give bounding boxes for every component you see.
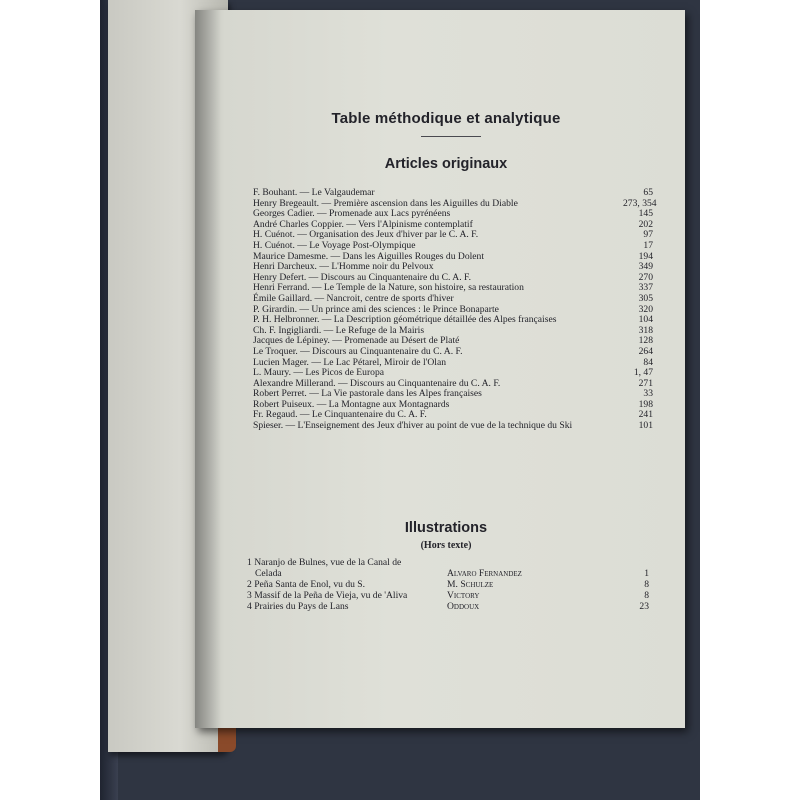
toc-title: Table méthodique et analytique (331, 110, 561, 127)
article-page: 198 (638, 398, 653, 410)
article-page: 17 (643, 239, 653, 251)
illustrations-heading: Illustrations (404, 520, 488, 536)
article-page: 145 (638, 208, 653, 220)
article-text: Spieser. — L'Enseignement des Jeux d'hiver au point de vue de la technique du Ski (253, 420, 573, 432)
article-page: 202 (638, 218, 653, 230)
illustration-caption: 3 Massif de la Peña de Vieja, vu de 'Aliva (247, 590, 408, 601)
article-page: 337 (638, 282, 653, 294)
article-page: 97 (643, 229, 653, 241)
illustration-entry (247, 602, 657, 613)
article-text: Henry Bregeault. — Première ascension dans les Aiguilles du Diable (253, 197, 518, 209)
illustration-caption: 2 Peña Santa de Enol, vu du S. (247, 579, 366, 590)
article-text: Jacques de Lépiney. — Promenade au Désert de Platé (253, 335, 460, 347)
article-page: 104 (638, 314, 653, 326)
article-text: Le Troquer. — Discours au Cinquantenaire du C. A. F. (253, 345, 463, 357)
illustration-caption: 1 Naranjo de Bulnes, vue de la Canal de (247, 557, 402, 568)
article-page: 349 (638, 261, 653, 273)
article-text: Maurice Damesme. — Dans les Aiguilles Rouges du Dolent (253, 250, 485, 262)
illustration-author: Alvaro Fernandez (447, 568, 522, 579)
article-text: Robert Puiseux. — La Montagne aux Montagnards (253, 398, 450, 410)
article-text: P. H. Helbronner. — La Description géométrique détaillée des Alpes françaises (253, 314, 557, 326)
illustration-entry (247, 558, 657, 580)
illustration-author: M. Schulze (447, 579, 494, 590)
illustration-author: Victory (447, 590, 480, 601)
article-page: 65 (643, 187, 653, 198)
article-page: 305 (638, 292, 653, 304)
article-page: 194 (638, 250, 653, 262)
article-text: Henry Defert. — Discours au Cinquantenaire du C. A. F. (253, 271, 471, 283)
article-text: L. Maury. — Les Picos de Europa (253, 367, 384, 379)
illustration-author: Oddoux (447, 601, 480, 612)
article-text: André Charles Coppier. — Vers l'Alpinisme contemplatif (253, 218, 473, 230)
article-page: 241 (638, 409, 653, 421)
article-text: Henri Darcheux. — L'Homme noir du Pelvoux (253, 261, 434, 273)
article-text: Henri Ferrand. — Le Temple de la Nature, son histoire, sa restauration (253, 282, 524, 294)
articles-heading: Articles originaux (384, 156, 508, 172)
article-entry (253, 421, 659, 432)
article-text: F. Bouhant. — Le Valgaudemar (253, 187, 375, 198)
article-entry (253, 188, 659, 199)
article-text: Émile Gaillard. — Nancroit, centre de sports d'hiver (253, 292, 454, 304)
article-text: H. Cuénot. — Organisation des Jeux d'hiver par le C. A. F. (253, 229, 479, 241)
article-page: 318 (638, 324, 653, 336)
article-page: 264 (638, 345, 653, 357)
article-page: 1, 47 (633, 367, 653, 379)
article-text: Ch. F. Ingigliardi. — Le Refuge de la Mairis (253, 324, 425, 336)
article-text: Robert Perret. — La Vie pastorale dans les Alpes françaises (253, 388, 482, 400)
book-photo (100, 0, 700, 800)
article-page: 84 (643, 356, 653, 368)
illustrations-list (247, 558, 657, 613)
article-text: Lucien Mager. — Le Lac Pétarel, Miroir de l'Olan (253, 356, 446, 368)
article-text: Georges Cadier. — Promenade aux Lacs pyrénéens (253, 208, 451, 220)
articles-list (253, 188, 659, 432)
illustration-page: 8 (644, 579, 649, 590)
illustration-page: 23 (639, 601, 649, 612)
page-gutter (195, 10, 221, 728)
article-page: 320 (638, 303, 653, 315)
article-text: Fr. Regaud. — Le Cinquantenaire du C. A. F. (253, 409, 427, 421)
article-page: 101 (638, 420, 653, 432)
article-page: 273, 354 (623, 197, 657, 209)
article-text: P. Girardin. — Un prince ami des sciences : le Prince Bonaparte (253, 303, 499, 315)
illustration-page: 8 (644, 590, 649, 601)
article-page: 128 (638, 335, 653, 347)
article-page: 271 (638, 377, 653, 389)
article-text: Alexandre Millerand. — Discours au Cinquantenaire du C. A. F. (253, 377, 501, 389)
article-entry (253, 294, 659, 305)
right-page (195, 10, 685, 728)
article-entry (253, 241, 659, 252)
illustration-page: 1 (644, 568, 649, 579)
article-page: 270 (638, 271, 653, 283)
illustrations-subheading: (Hors texte) (420, 540, 472, 551)
article-text: H. Cuénot. — Le Voyage Post-Olympique (253, 239, 416, 251)
article-entry (253, 347, 659, 358)
illustration-caption-cont: Celada (255, 568, 282, 579)
illustration-caption: 4 Prairies du Pays de Lans (247, 601, 349, 612)
article-page: 33 (643, 388, 653, 400)
title-rule (421, 136, 481, 137)
